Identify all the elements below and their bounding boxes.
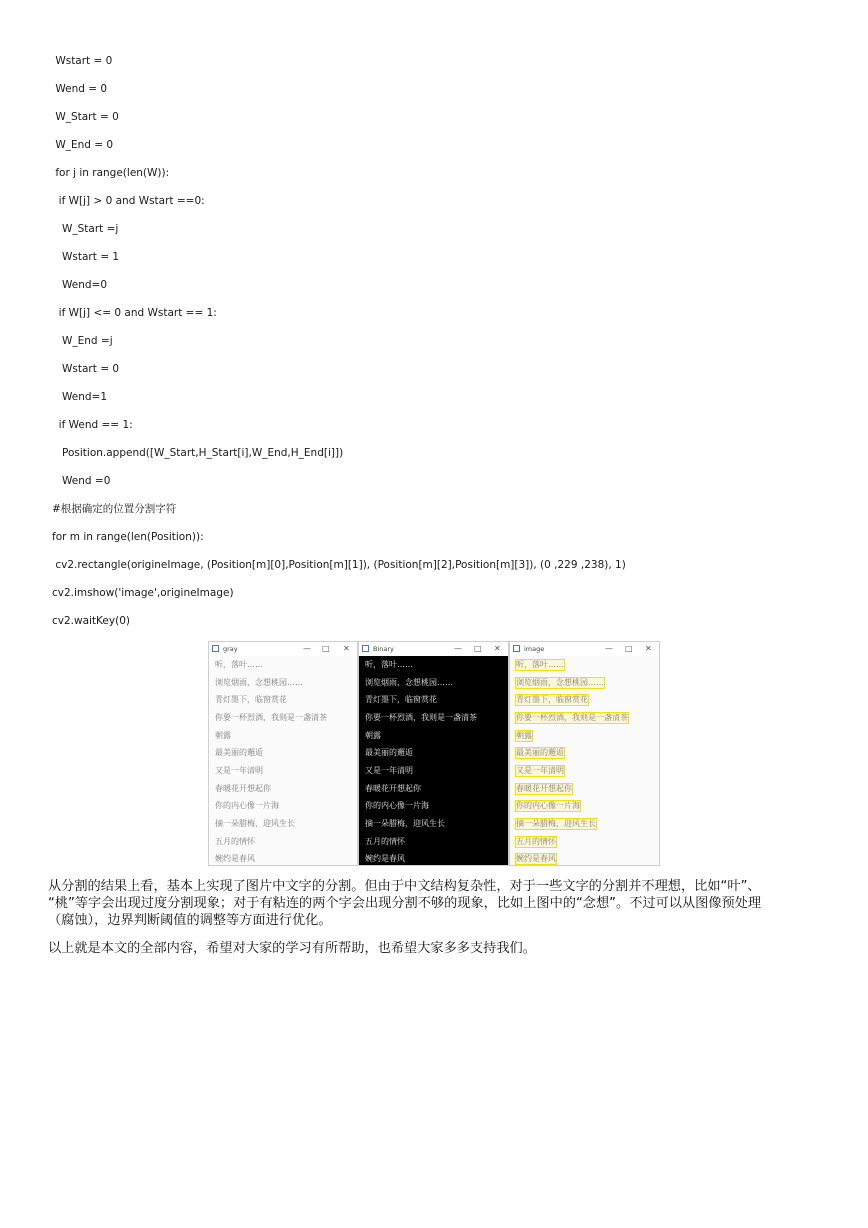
poem-line: 最美丽的邂逅: [365, 748, 413, 757]
poem-line: 五月的情怀: [365, 837, 405, 846]
code-line: Wend = 0: [52, 83, 108, 95]
code-line: for j in range(len(W)):: [52, 167, 170, 179]
code-line: W_End =j: [52, 335, 113, 347]
segmented-line: 又是一年清明: [516, 766, 564, 775]
segmented-line: 朝露: [516, 731, 532, 740]
minimize-icon[interactable]: —: [303, 644, 311, 653]
code-line: Wstart = 0: [52, 55, 113, 67]
code-line: Wend =0: [52, 475, 111, 487]
segmented-line: 春暖花开想起你: [516, 784, 572, 793]
code-line: W_End = 0: [52, 139, 114, 151]
poem-line: 你要一杯烈酒，我则是一盏清茶: [215, 713, 327, 722]
segmented-line: 你的内心像一片海: [516, 801, 580, 810]
segmented-line: 青灯墨下，临窗赏花: [516, 695, 588, 704]
poem-line: 婉约是春风: [365, 854, 405, 863]
poem-line: 听，落叶……: [365, 660, 413, 669]
window-app-icon: [212, 645, 219, 652]
poem-line: 摘一朵腊梅，迎风生长: [365, 819, 445, 828]
code-line: if W[j] > 0 and Wstart ==0:: [52, 195, 205, 207]
image-window: [509, 641, 660, 866]
poem-line: 又是一年清明: [215, 766, 263, 775]
gray-window-titlebar: [209, 642, 357, 657]
poem-line: 春暖花开想起你: [215, 784, 271, 793]
code-line: cv2.waitKey(0): [52, 615, 130, 627]
poem-line: 朝露: [365, 731, 381, 740]
code-line: if W[j] <= 0 and Wstart == 1:: [52, 307, 217, 319]
segmented-line: 摘一朵腊梅，迎风生长: [516, 819, 596, 828]
poem-line: 春暖花开想起你: [365, 784, 421, 793]
poem-line: 五月的情怀: [215, 837, 255, 846]
segmented-line: 五月的情怀: [516, 837, 556, 846]
window-app-icon: [362, 645, 369, 652]
minimize-icon[interactable]: —: [454, 644, 462, 653]
image-window-titlebar: [510, 642, 659, 657]
poem-line: 又是一年清明: [365, 766, 413, 775]
maximize-icon[interactable]: □: [474, 644, 482, 653]
code-line: cv2.imshow('image',origineImage): [52, 587, 234, 599]
window-title: Binary: [373, 645, 394, 653]
code-line: W_Start =j: [52, 223, 119, 235]
poem-line: 听，落叶……: [215, 660, 263, 669]
code-line: Wstart = 1: [52, 251, 120, 263]
poem-line: 婉约是春风: [215, 854, 255, 863]
segmented-line: 浏览烟雨，念想桃园……: [516, 678, 604, 687]
close-icon[interactable]: ✕: [494, 644, 501, 653]
code-comment: #根据确定的位置分割字符: [52, 503, 177, 515]
maximize-icon[interactable]: □: [322, 644, 330, 653]
poem-line: 摘一朵腊梅，迎风生长: [215, 819, 295, 828]
poem-line: 最美丽的邂逅: [215, 748, 263, 757]
window-title: image: [524, 645, 545, 653]
window-app-icon: [513, 645, 520, 652]
closing-paragraph: 以上就是本文的全部内容，希望对大家的学习有所帮助，也希望大家多多支持我们。: [48, 941, 536, 956]
poem-line: 浏览烟雨，念想桃园……: [215, 678, 303, 687]
maximize-icon[interactable]: □: [625, 644, 633, 653]
minimize-icon[interactable]: —: [605, 644, 613, 653]
paragraph-line: “桃”等字会出现过度分割现象；对于有粘连的两个字会出现分割不够的现象，比如上图中的“念想”。不过可以从图像预处理: [48, 896, 762, 911]
code-line: Wend=1: [52, 391, 108, 403]
window-title: gray: [223, 645, 238, 653]
image-window-canvas: [510, 656, 659, 865]
code-line: W_Start = 0: [52, 111, 119, 123]
binary-window-canvas: [359, 656, 508, 865]
poem-line: 浏览烟雨，念想桃园……: [365, 678, 453, 687]
binary-window-titlebar: [359, 642, 508, 657]
binary-window: [358, 641, 509, 866]
segmented-line: 婉约是春风: [516, 854, 556, 863]
code-line: if Wend == 1:: [52, 419, 133, 431]
code-line: Wstart = 0: [52, 363, 120, 375]
poem-line: 青灯墨下，临窗赏花: [215, 695, 287, 704]
gray-window-canvas: [209, 656, 357, 865]
code-line: for m in range(len(Position)):: [52, 531, 204, 543]
poem-line: 朝露: [215, 731, 231, 740]
close-icon[interactable]: ✕: [645, 644, 652, 653]
code-line: Position.append([W_Start,H_Start[i],W_End,H_End[i]]): [52, 447, 344, 459]
segmentation-result-figure: [208, 641, 660, 866]
close-icon[interactable]: ✕: [343, 644, 350, 653]
segmented-line: 你要一杯烈酒，我则是一盏清茶: [516, 713, 628, 722]
poem-line: 你的内心像一片海: [365, 801, 429, 810]
paragraph-line: （腐蚀），边界判断阈值的调整等方面进行优化。: [48, 913, 332, 928]
poem-line: 你要一杯烈酒，我则是一盏清茶: [365, 713, 477, 722]
poem-line: 青灯墨下，临窗赏花: [365, 695, 437, 704]
segmented-line: 听，落叶……: [516, 660, 564, 669]
segmented-line: 最美丽的邂逅: [516, 748, 564, 757]
code-line: Wend=0: [52, 279, 108, 291]
code-line: cv2.rectangle(origineImage, (Position[m][0],Position[m][1]), (Position[m][2],Position[m][3]), (0 ,229 ,238), 1): [52, 559, 626, 571]
poem-line: 你的内心像一片海: [215, 801, 279, 810]
gray-window: [208, 641, 358, 866]
paragraph-line: 从分割的结果上看，基本上实现了图片中文字的分割。但由于中文结构复杂性，对于一些文字的分割并不理想，比如“叶”、: [48, 879, 761, 894]
